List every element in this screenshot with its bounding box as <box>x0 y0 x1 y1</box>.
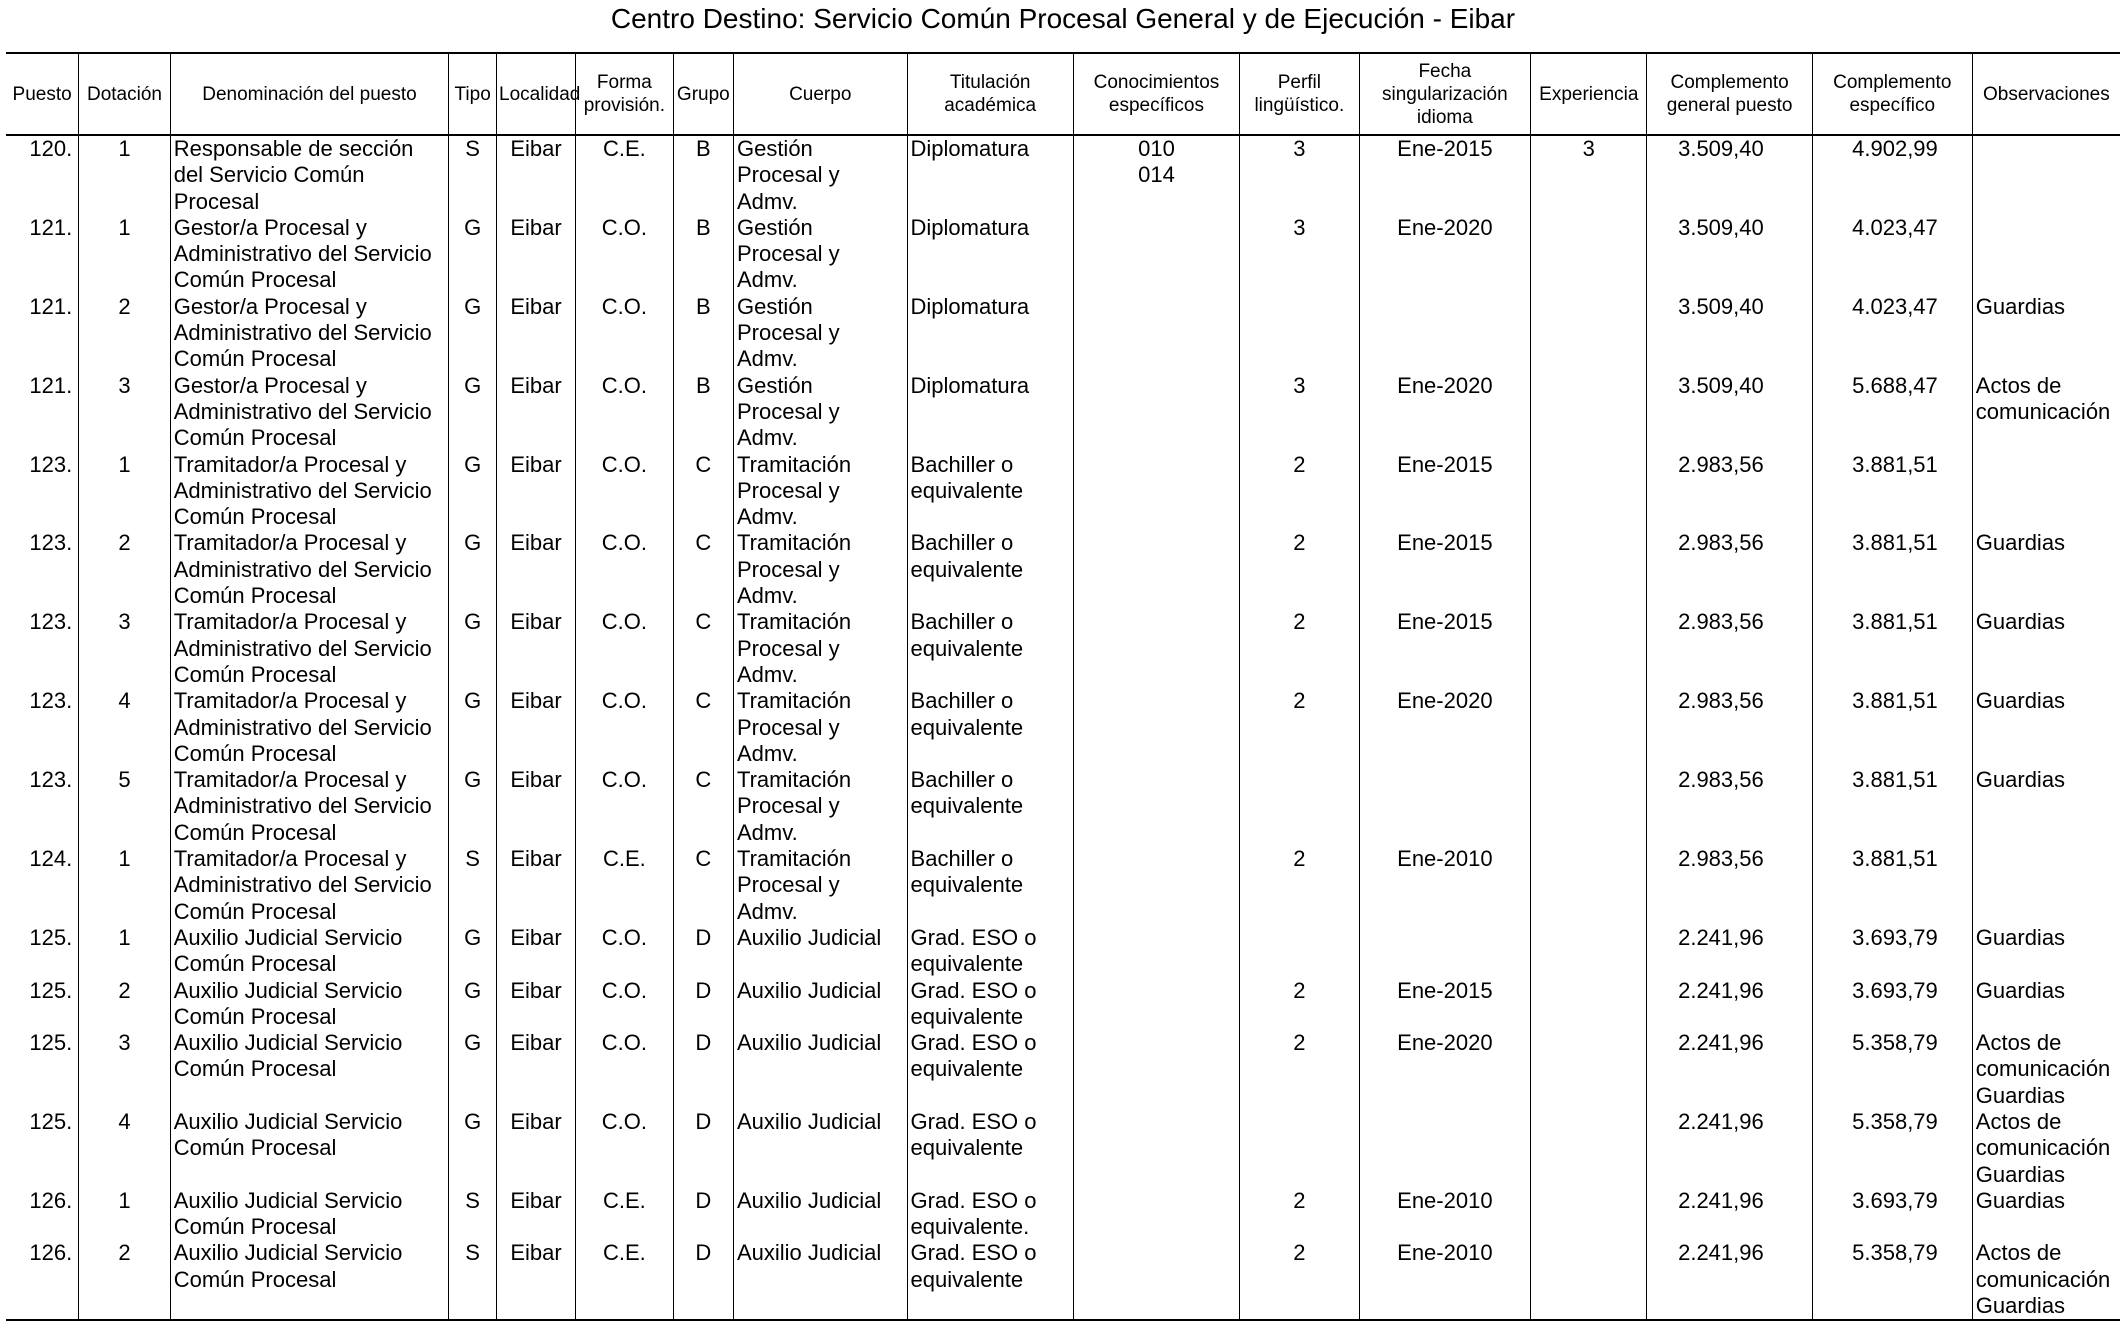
cell-comp-especifico: 3.693,79 <box>1812 978 1972 1031</box>
cell-titulacion: Grad. ESO o equivalente <box>907 925 1073 978</box>
cell-forma: C.O. <box>576 452 674 531</box>
cell-grupo: C <box>673 530 733 609</box>
table-row <box>6 215 2120 294</box>
cell-perfil: 3 <box>1240 373 1360 452</box>
table-row <box>6 1030 2120 1109</box>
table-row <box>6 1109 2120 1188</box>
cell-cuerpo: Gestión Procesal y Admv. <box>733 135 907 215</box>
cell-experiencia <box>1531 215 1647 294</box>
cell-tipo: G <box>449 1030 497 1109</box>
cell-grupo: B <box>673 135 733 215</box>
cell-experiencia <box>1531 978 1647 1031</box>
cell-denominacion: Gestor/a Procesal y Administrativo del Servicio Común Procesal <box>170 294 449 373</box>
cell-titulacion: Diplomatura <box>907 294 1073 373</box>
cell-denominacion: Auxilio Judicial Servicio Común Procesal <box>170 925 449 978</box>
cell-forma: C.O. <box>576 767 674 846</box>
cell-forma: C.O. <box>576 609 674 688</box>
cell-conocimientos <box>1073 294 1239 373</box>
cell-grupo: D <box>673 1240 733 1320</box>
table-row <box>6 609 2120 688</box>
cell-tipo: G <box>449 609 497 688</box>
cell-grupo: C <box>673 609 733 688</box>
cell-cuerpo: Auxilio Judicial <box>733 1109 907 1188</box>
cell-comp-especifico: 3.693,79 <box>1812 925 1972 978</box>
cell-observaciones: Actos de comunicación Guardias <box>1972 1240 2120 1320</box>
cell-comp-general: 3.509,40 <box>1647 373 1812 452</box>
table-row <box>6 452 2120 531</box>
cell-fecha: Ene-2010 <box>1359 1188 1530 1241</box>
cell-fecha: Ene-2020 <box>1359 215 1530 294</box>
table-row <box>6 846 2120 925</box>
cell-puesto: 123. <box>29 530 73 556</box>
cell-titulacion: Bachiller o equivalente <box>907 530 1073 609</box>
cell-fecha: Ene-2020 <box>1359 373 1530 452</box>
table-row <box>6 294 2120 373</box>
cell-forma: C.O. <box>576 215 674 294</box>
cell-conocimientos <box>1073 215 1239 294</box>
cell-tipo: G <box>449 215 497 294</box>
cell-fecha: Ene-2015 <box>1359 452 1530 531</box>
cell-experiencia <box>1531 767 1647 846</box>
cell-dotacion: 1 <box>79 846 170 925</box>
cell-dotacion: 1 <box>79 1188 170 1241</box>
cell-tipo: S <box>449 1188 497 1241</box>
cell-cuerpo: Gestión Procesal y Admv. <box>733 373 907 452</box>
cell-cuerpo: Tramitación Procesal y Admv. <box>733 452 907 531</box>
cell-tipo: G <box>449 452 497 531</box>
cell-cuerpo: Auxilio Judicial <box>733 1240 907 1320</box>
cell-conocimientos <box>1073 1188 1239 1241</box>
cell-tipo: S <box>449 1240 497 1320</box>
col-header-puesto: Puesto <box>6 53 79 135</box>
table-row <box>6 767 2120 846</box>
cell-comp-general: 3.509,40 <box>1647 294 1812 373</box>
cell-observaciones: Guardias <box>1972 1188 2120 1241</box>
cell-puesto: 123. <box>29 451 73 477</box>
cell-experiencia <box>1531 925 1647 978</box>
cell-denominacion: Auxilio Judicial Servicio Común Procesal <box>170 1030 449 1109</box>
cell-perfil: 2 <box>1240 688 1360 767</box>
cell-denominacion: Auxilio Judicial Servicio Común Procesal <box>170 978 449 1031</box>
cell-grupo: D <box>673 1109 733 1188</box>
cell-observaciones: Guardias <box>1972 978 2120 1031</box>
cell-cuerpo: Tramitación Procesal y Admv. <box>733 846 907 925</box>
cell-forma: C.E. <box>576 1188 674 1241</box>
cell-perfil: 2 <box>1240 1240 1360 1320</box>
cell-comp-especifico: 5.358,79 <box>1812 1109 1972 1188</box>
cell-cuerpo: Gestión Procesal y Admv. <box>733 215 907 294</box>
cell-localidad: Eibar <box>497 925 576 978</box>
table-row <box>6 1240 2120 1320</box>
cell-perfil: 2 <box>1240 609 1360 688</box>
col-header-perfil: Perfil lingüístico. <box>1240 53 1360 135</box>
cell-comp-general: 3.509,40 <box>1647 215 1812 294</box>
cell-perfil <box>1240 294 1360 373</box>
cell-cuerpo: Tramitación Procesal y Admv. <box>733 530 907 609</box>
cell-dotacion: 4 <box>79 1109 170 1188</box>
cell-cuerpo: Auxilio Judicial <box>733 978 907 1031</box>
cell-puesto: 125. <box>29 977 73 1003</box>
col-header-localidad: Localidad <box>497 53 576 135</box>
cell-perfil: 2 <box>1240 846 1360 925</box>
cell-fecha: Ene-2020 <box>1359 688 1530 767</box>
col-header-comp-especifico: Complemento específico <box>1812 53 1972 135</box>
cell-dotacion: 2 <box>79 1240 170 1320</box>
cell-conocimientos <box>1073 688 1239 767</box>
cell-denominacion: Tramitador/a Procesal y Administrativo del Servicio Común Procesal <box>170 530 449 609</box>
cell-experiencia <box>1531 1030 1647 1109</box>
cell-comp-especifico: 3.881,51 <box>1812 688 1972 767</box>
cell-dotacion: 2 <box>79 530 170 609</box>
cell-titulacion: Bachiller o equivalente <box>907 688 1073 767</box>
cell-observaciones <box>1972 846 2120 925</box>
cell-cuerpo: Auxilio Judicial <box>733 925 907 978</box>
cell-comp-general: 2.241,96 <box>1647 1188 1812 1241</box>
cell-forma: C.O. <box>576 978 674 1031</box>
cell-perfil: 2 <box>1240 530 1360 609</box>
cell-denominacion: Auxilio Judicial Servicio Común Procesal <box>170 1188 449 1241</box>
cell-grupo: D <box>673 1030 733 1109</box>
cell-denominacion: Gestor/a Procesal y Administrativo del Servicio Común Procesal <box>170 215 449 294</box>
cell-conocimientos <box>1073 978 1239 1031</box>
cell-comp-especifico: 3.881,51 <box>1812 452 1972 531</box>
cell-comp-especifico: 4.023,47 <box>1812 294 1972 373</box>
cell-experiencia <box>1531 373 1647 452</box>
cell-fecha: Ene-2020 <box>1359 1030 1530 1109</box>
cell-localidad: Eibar <box>497 530 576 609</box>
cell-conocimientos <box>1073 530 1239 609</box>
cell-conocimientos <box>1073 452 1239 531</box>
cell-denominacion: Responsable de sección del Servicio Común Procesal <box>170 135 449 215</box>
cell-grupo: C <box>673 688 733 767</box>
cell-conocimientos <box>1073 846 1239 925</box>
cell-comp-especifico: 4.902,99 <box>1812 135 1972 215</box>
col-header-observaciones: Observaciones <box>1972 53 2120 135</box>
cell-cuerpo: Gestión Procesal y Admv. <box>733 294 907 373</box>
cell-localidad: Eibar <box>497 135 576 215</box>
cell-observaciones: Guardias <box>1972 767 2120 846</box>
cell-titulacion: Diplomatura <box>907 373 1073 452</box>
table-row <box>6 135 2120 215</box>
cell-puesto: 125. <box>29 924 73 950</box>
cell-grupo: B <box>673 215 733 294</box>
cell-observaciones: Actos de comunicación <box>1972 373 2120 452</box>
col-header-grupo: Grupo <box>673 53 733 135</box>
col-header-fecha: Fecha singularización idioma <box>1359 53 1530 135</box>
cell-fecha <box>1359 767 1530 846</box>
cell-puesto: 125. <box>29 1030 73 1056</box>
cell-titulacion: Bachiller o equivalente <box>907 452 1073 531</box>
cell-tipo: S <box>449 846 497 925</box>
cell-fecha: Ene-2015 <box>1359 978 1530 1031</box>
cell-cuerpo: Tramitación Procesal y Admv. <box>733 688 907 767</box>
col-header-experiencia: Experiencia <box>1531 53 1647 135</box>
cell-dotacion: 5 <box>79 767 170 846</box>
cell-localidad: Eibar <box>497 1188 576 1241</box>
col-header-comp-general: Complemento general puesto <box>1647 53 1812 135</box>
col-header-titulacion: Titulación académica <box>907 53 1073 135</box>
cell-comp-general: 2.241,96 <box>1647 1240 1812 1320</box>
cell-titulacion: Grad. ESO o equivalente <box>907 978 1073 1031</box>
table-row <box>6 688 2120 767</box>
cell-experiencia <box>1531 846 1647 925</box>
cell-grupo: D <box>673 1188 733 1241</box>
cell-forma: C.O. <box>576 925 674 978</box>
cell-localidad: Eibar <box>497 373 576 452</box>
cell-localidad: Eibar <box>497 767 576 846</box>
cell-titulacion: Bachiller o equivalente <box>907 767 1073 846</box>
cell-puesto: 123. <box>29 688 73 714</box>
cell-experiencia <box>1531 530 1647 609</box>
cell-tipo: G <box>449 373 497 452</box>
cell-denominacion: Auxilio Judicial Servicio Común Procesal <box>170 1240 449 1320</box>
cell-perfil <box>1240 767 1360 846</box>
cell-cuerpo: Auxilio Judicial <box>733 1030 907 1109</box>
cell-comp-especifico: 3.881,51 <box>1812 609 1972 688</box>
col-header-conocimientos: Conocimientos específicos <box>1073 53 1239 135</box>
cell-conocimientos <box>1073 925 1239 978</box>
cell-titulacion: Bachiller o equivalente <box>907 609 1073 688</box>
cell-tipo: G <box>449 294 497 373</box>
cell-comp-general: 2.983,56 <box>1647 846 1812 925</box>
col-header-tipo: Tipo <box>449 53 497 135</box>
cell-fecha: Ene-2015 <box>1359 135 1530 215</box>
cell-perfil: 2 <box>1240 452 1360 531</box>
cell-experiencia <box>1531 1109 1647 1188</box>
cell-perfil: 2 <box>1240 1188 1360 1241</box>
cell-comp-general: 2.241,96 <box>1647 1030 1812 1109</box>
cell-comp-general: 2.241,96 <box>1647 1109 1812 1188</box>
cell-experiencia <box>1531 1240 1647 1320</box>
cell-tipo: G <box>449 978 497 1031</box>
cell-dotacion: 4 <box>79 688 170 767</box>
table-row <box>6 530 2120 609</box>
cell-fecha: Ene-2010 <box>1359 846 1530 925</box>
cell-dotacion: 3 <box>79 609 170 688</box>
cell-puesto: 126. <box>6 1240 79 1320</box>
cell-fecha <box>1359 294 1530 373</box>
cell-titulacion: Diplomatura <box>907 215 1073 294</box>
cell-tipo: G <box>449 530 497 609</box>
cell-forma: C.O. <box>576 688 674 767</box>
cell-denominacion: Auxilio Judicial Servicio Común Procesal <box>170 1109 449 1188</box>
cell-localidad: Eibar <box>497 1030 576 1109</box>
cell-puesto: 125. <box>29 1108 73 1134</box>
cell-experiencia <box>1531 1188 1647 1241</box>
cell-experiencia <box>1531 688 1647 767</box>
cell-forma: C.O. <box>576 1030 674 1109</box>
cell-perfil: 3 <box>1240 215 1360 294</box>
cell-comp-especifico: 3.881,51 <box>1812 767 1972 846</box>
cell-tipo: G <box>449 767 497 846</box>
cell-forma: C.O. <box>576 294 674 373</box>
cell-conocimientos <box>1073 609 1239 688</box>
cell-puesto: 123. <box>29 609 73 635</box>
cell-localidad: Eibar <box>497 1109 576 1188</box>
cell-localidad: Eibar <box>497 688 576 767</box>
cell-perfil: 3 <box>1240 135 1360 215</box>
cell-perfil <box>1240 925 1360 978</box>
cell-titulacion: Grad. ESO o equivalente <box>907 1240 1073 1320</box>
cell-fecha: Ene-2015 <box>1359 609 1530 688</box>
cell-fecha <box>1359 925 1530 978</box>
table-row <box>6 373 2120 452</box>
cell-puesto: 121. <box>29 214 73 240</box>
col-header-denominacion: Denominación del puesto <box>170 53 449 135</box>
cell-grupo: B <box>673 294 733 373</box>
cell-titulacion: Bachiller o equivalente <box>907 846 1073 925</box>
cell-comp-especifico: 4.023,47 <box>1812 215 1972 294</box>
col-header-forma: Forma provisión. <box>576 53 674 135</box>
cell-denominacion: Tramitador/a Procesal y Administrativo del Servicio Común Procesal <box>170 688 449 767</box>
cell-localidad: Eibar <box>497 846 576 925</box>
cell-perfil: 2 <box>1240 1030 1360 1109</box>
cell-dotacion: 1 <box>79 925 170 978</box>
cell-comp-general: 2.983,56 <box>1647 452 1812 531</box>
cell-conocimientos <box>1073 373 1239 452</box>
cell-observaciones: Guardias <box>1972 688 2120 767</box>
cell-cuerpo: Tramitación Procesal y Admv. <box>733 767 907 846</box>
cell-dotacion: 1 <box>79 135 170 215</box>
cell-experiencia <box>1531 609 1647 688</box>
cell-grupo: C <box>673 846 733 925</box>
cell-tipo: S <box>449 135 497 215</box>
cell-forma: C.E. <box>576 135 674 215</box>
cell-conocimientos <box>1073 1109 1239 1188</box>
cell-dotacion: 1 <box>79 215 170 294</box>
cell-forma: C.O. <box>576 1109 674 1188</box>
cell-dotacion: 3 <box>79 1030 170 1109</box>
cell-observaciones <box>1972 215 2120 294</box>
cell-puesto: 123. <box>29 767 73 793</box>
page-title: Centro Destino: Servicio Común Procesal General y de Ejecución - Eibar <box>610 3 1516 34</box>
cell-observaciones: Guardias <box>1972 530 2120 609</box>
cell-forma: C.O. <box>576 530 674 609</box>
cell-forma: C.O. <box>576 373 674 452</box>
cell-conocimientos <box>1073 1030 1239 1109</box>
cell-fecha: Ene-2010 <box>1359 1240 1530 1320</box>
cell-comp-general: 2.983,56 <box>1647 530 1812 609</box>
cell-grupo: B <box>673 373 733 452</box>
cell-observaciones <box>1972 452 2120 531</box>
cell-dotacion: 2 <box>79 978 170 1031</box>
cell-dotacion: 3 <box>79 373 170 452</box>
table-row <box>6 1188 2120 1241</box>
cell-grupo: C <box>673 767 733 846</box>
cell-conocimientos: 010 014 <box>1073 135 1239 215</box>
cell-perfil <box>1240 1109 1360 1188</box>
table-row <box>6 978 2120 1031</box>
cell-comp-general: 2.983,56 <box>1647 609 1812 688</box>
positions-table <box>6 52 2120 1321</box>
cell-observaciones: Actos de comunicación Guardias <box>1972 1030 2120 1109</box>
cell-comp-especifico: 3.693,79 <box>1812 1188 1972 1241</box>
cell-localidad: Eibar <box>497 215 576 294</box>
cell-puesto: 126. <box>29 1187 73 1213</box>
cell-localidad: Eibar <box>497 1240 576 1320</box>
cell-titulacion: Grad. ESO o equivalente <box>907 1109 1073 1188</box>
cell-comp-especifico: 3.881,51 <box>1812 846 1972 925</box>
header-row <box>6 53 2120 135</box>
table-row <box>6 925 2120 978</box>
cell-grupo: C <box>673 452 733 531</box>
cell-dotacion: 2 <box>79 294 170 373</box>
col-header-cuerpo: Cuerpo <box>733 53 907 135</box>
cell-comp-general: 2.241,96 <box>1647 925 1812 978</box>
cell-titulacion: Diplomatura <box>907 135 1073 215</box>
cell-forma: C.E. <box>576 846 674 925</box>
cell-observaciones <box>1972 135 2120 215</box>
cell-tipo: G <box>449 925 497 978</box>
cell-observaciones: Guardias <box>1972 609 2120 688</box>
cell-observaciones: Guardias <box>1972 294 2120 373</box>
cell-conocimientos <box>1073 1240 1239 1320</box>
cell-experiencia: 3 <box>1531 135 1647 215</box>
col-header-dotacion: Dotación <box>79 53 170 135</box>
cell-tipo: G <box>449 1109 497 1188</box>
cell-cuerpo: Auxilio Judicial <box>733 1188 907 1241</box>
cell-localidad: Eibar <box>497 978 576 1031</box>
cell-puesto: 120. <box>29 136 73 161</box>
cell-comp-general: 2.241,96 <box>1647 978 1812 1031</box>
cell-puesto: 124. <box>29 846 73 872</box>
cell-conocimientos <box>1073 767 1239 846</box>
cell-comp-especifico: 5.358,79 <box>1812 1240 1972 1320</box>
cell-cuerpo: Tramitación Procesal y Admv. <box>733 609 907 688</box>
cell-tipo: G <box>449 688 497 767</box>
cell-comp-general: 2.983,56 <box>1647 767 1812 846</box>
cell-denominacion: Tramitador/a Procesal y Administrativo del Servicio Común Procesal <box>170 846 449 925</box>
cell-denominacion: Tramitador/a Procesal y Administrativo del Servicio Común Procesal <box>170 452 449 531</box>
cell-denominacion: Gestor/a Procesal y Administrativo del Servicio Común Procesal <box>170 373 449 452</box>
cell-dotacion: 1 <box>79 452 170 531</box>
cell-comp-especifico: 5.688,47 <box>1812 373 1972 452</box>
cell-localidad: Eibar <box>497 452 576 531</box>
cell-comp-especifico: 5.358,79 <box>1812 1030 1972 1109</box>
cell-denominacion: Tramitador/a Procesal y Administrativo del Servicio Común Procesal <box>170 609 449 688</box>
cell-localidad: Eibar <box>497 294 576 373</box>
cell-comp-general: 3.509,40 <box>1647 135 1812 215</box>
cell-experiencia <box>1531 452 1647 531</box>
cell-puesto: 121. <box>29 372 73 398</box>
cell-perfil: 2 <box>1240 978 1360 1031</box>
cell-grupo: D <box>673 978 733 1031</box>
cell-forma: C.E. <box>576 1240 674 1320</box>
cell-grupo: D <box>673 925 733 978</box>
cell-observaciones: Guardias <box>1972 925 2120 978</box>
cell-experiencia <box>1531 294 1647 373</box>
cell-fecha: Ene-2015 <box>1359 530 1530 609</box>
cell-localidad: Eibar <box>497 609 576 688</box>
cell-comp-general: 2.983,56 <box>1647 688 1812 767</box>
cell-puesto: 121. <box>29 293 73 319</box>
cell-observaciones: Actos de comunicación Guardias <box>1972 1109 2120 1188</box>
cell-titulacion: Grad. ESO o equivalente <box>907 1030 1073 1109</box>
cell-denominacion: Tramitador/a Procesal y Administrativo del Servicio Común Procesal <box>170 767 449 846</box>
cell-comp-especifico: 3.881,51 <box>1812 530 1972 609</box>
cell-titulacion: Grad. ESO o equivalente. <box>907 1188 1073 1241</box>
cell-fecha <box>1359 1109 1530 1188</box>
